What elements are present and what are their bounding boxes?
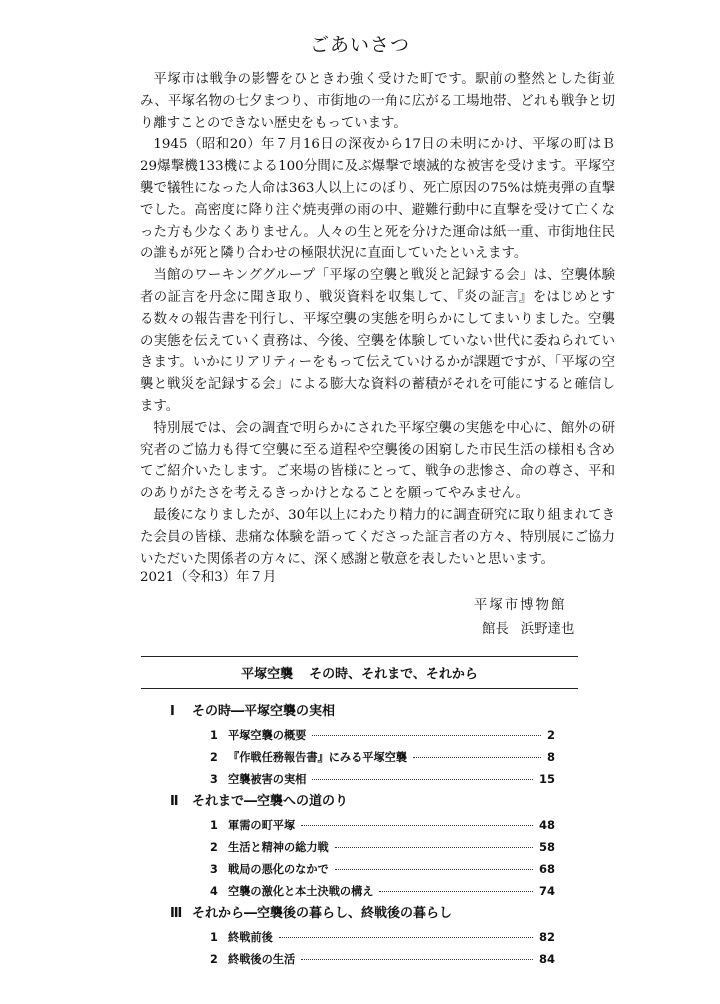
- toc-entry-number: 4: [210, 885, 218, 898]
- toc-section[interactable]: [170, 902, 555, 926]
- toc-leader: [413, 757, 541, 758]
- toc-entry-number: 2: [210, 953, 218, 966]
- toc-entry[interactable]: [170, 880, 555, 902]
- toc-entry-label: 平塚空襲の概要: [228, 729, 307, 742]
- toc-entry-label: 空襲被害の実相: [228, 773, 307, 786]
- greeting-paragraph: 最後になりましたが、30年以上にわたり精力的に調査研究に取り組まれてきた会員の皆様、悲痛な体験を語ってくださった証言者の方々、特別展にご協力いただいた関係者の方々に、深く感謝と敬意を表したいと思います。: [140, 507, 615, 567]
- toc-page-number: 2: [546, 728, 555, 742]
- greeting-paragraph: 1945（昭和20）年７月16日の深夜から17日の未明にかけ、平塚の町はＢ29爆撃機133機による100分間に及ぶ爆撃で壊滅的な被害を受けます。平塚空襲で犠牲になった人命は363人以上にのぼり、死亡原因の75%は焼夷弾の直撃でした。高密度に降り注ぐ焼夷弾の雨の中、避難行動中に直撃を受けて亡くなった方も少なくありません。人々の生と死を分けた運命は紙一重、市街地住民の誰もが死と隣り合わせの極限状況に直面していたといえます。: [140, 137, 615, 262]
- toc-entry-label: 空襲の激化と本土決戦の構え: [228, 885, 374, 898]
- toc-entry-label: 終戦後の生活: [228, 953, 296, 966]
- toc-entry-number: 2: [210, 841, 218, 854]
- toc-page-number: 84: [538, 952, 555, 966]
- toc-leader: [312, 779, 533, 780]
- toc-page-number: 68: [538, 862, 555, 876]
- toc-entry-label: 生活と精神の総力戦: [228, 841, 329, 854]
- toc-entry-number: 2: [210, 751, 218, 764]
- toc-entry[interactable]: [170, 768, 555, 790]
- toc-entry-number: 3: [210, 773, 218, 786]
- toc-section[interactable]: [170, 700, 555, 724]
- toc-section-title: それから―空襲後の暮らし、終戦後の暮らし: [192, 906, 453, 921]
- toc-page-number: 15: [538, 772, 555, 786]
- table-of-contents: [170, 700, 555, 970]
- toc-leader: [301, 959, 533, 960]
- toc-title: [141, 663, 578, 682]
- toc-page-number: 48: [538, 818, 555, 832]
- toc-leader: [312, 735, 541, 736]
- toc-page-number: 58: [538, 840, 555, 854]
- toc-entry[interactable]: [170, 724, 555, 746]
- greeting-paragraph: 特別展では、会の調査で明らかにされた平塚空襲の実態を中心に、館外の研究者のご協力も得て空襲に至る道程や空襲後の困窮した市民生活の様相も含めてご紹介いたします。ご来場の皆様にとって、戦争の悲惨さ、命の尊さ、平和のありがたさを考えるきっかけとなることを願ってやみません。: [140, 420, 615, 502]
- toc-entry-label: 終戦前後: [228, 931, 273, 944]
- toc-top-rule: [141, 656, 578, 657]
- toc-entry[interactable]: [170, 926, 555, 948]
- toc-title-sub: その時、それまで、それから: [309, 667, 478, 682]
- toc-section-number: Ⅲ: [170, 906, 183, 921]
- toc-leader: [335, 847, 533, 848]
- toc-leader: [335, 869, 533, 870]
- toc-entry-number: 3: [210, 863, 218, 876]
- toc-entry-label: 『作戦任務報告書』にみる平塚空襲: [228, 751, 408, 764]
- toc-section-number: Ⅱ: [170, 794, 179, 809]
- toc-leader: [379, 891, 533, 892]
- toc-section-title: それまで―空襲への道のり: [192, 794, 349, 809]
- toc-entry[interactable]: [170, 836, 555, 858]
- director-title: 館長: [482, 622, 509, 637]
- toc-page-number: 82: [538, 930, 555, 944]
- toc-bottom-rule: [141, 688, 578, 689]
- museum-name: 平塚市博物館: [474, 598, 567, 613]
- toc-title-main: 平塚空襲: [241, 667, 294, 682]
- director-name: 浜野達也: [520, 622, 575, 637]
- greeting-paragraph: 平塚市は戦争の影響をひときわ強く受けた町です。駅前の整然とした街並み、平塚名物の七夕まつり、市街地の一角に広がる工場地帯、どれも戦争と切り離すことのできない歴史をもっています。: [140, 72, 615, 131]
- toc-section[interactable]: [170, 790, 555, 814]
- toc-leader: [301, 825, 533, 826]
- greeting-paragraph: 当館のワーキンググループ「平塚の空襲と戦災と記録する会」は、空襲体験者の証言を丹念に聞き取り、戦災資料を収集して、『炎の証言』をはじめとする数々の報告書を刊行し、平塚空襲の実態を明らかにしてまいりました。空襲の実態を伝えていく責務は、今後、空襲を体験していない世代に委ねられていきます。いかにリアリティーをもって伝えていけるかが課題ですが、「平塚の空襲と戦災を記録する会」による膨大な資料の蓄積がそれを可能にすると確信します。: [140, 268, 615, 414]
- greeting-body: [140, 69, 615, 570]
- director-signature: [482, 618, 574, 637]
- toc-entry-label: 戦局の悪化のなかで: [228, 863, 329, 876]
- toc-section-title: その時―平塚空襲の実相: [192, 704, 336, 719]
- toc-leader: [279, 937, 533, 938]
- toc-section-number: Ⅰ: [170, 704, 175, 719]
- toc-entry[interactable]: [170, 858, 555, 880]
- toc-entry[interactable]: [170, 948, 555, 970]
- toc-entry-number: 1: [210, 819, 218, 832]
- toc-entry[interactable]: [170, 746, 555, 768]
- greeting-date: 2021（令和3）年７月: [140, 570, 277, 585]
- toc-page-number: 74: [538, 884, 555, 898]
- toc-entry-number: 1: [210, 729, 218, 742]
- toc-entry-number: 1: [210, 931, 218, 944]
- greeting-title: ごあいさつ: [309, 34, 410, 56]
- toc-page-number: 8: [546, 750, 555, 764]
- toc-entry[interactable]: [170, 814, 555, 836]
- toc-entry-label: 軍需の町平塚: [228, 819, 296, 832]
